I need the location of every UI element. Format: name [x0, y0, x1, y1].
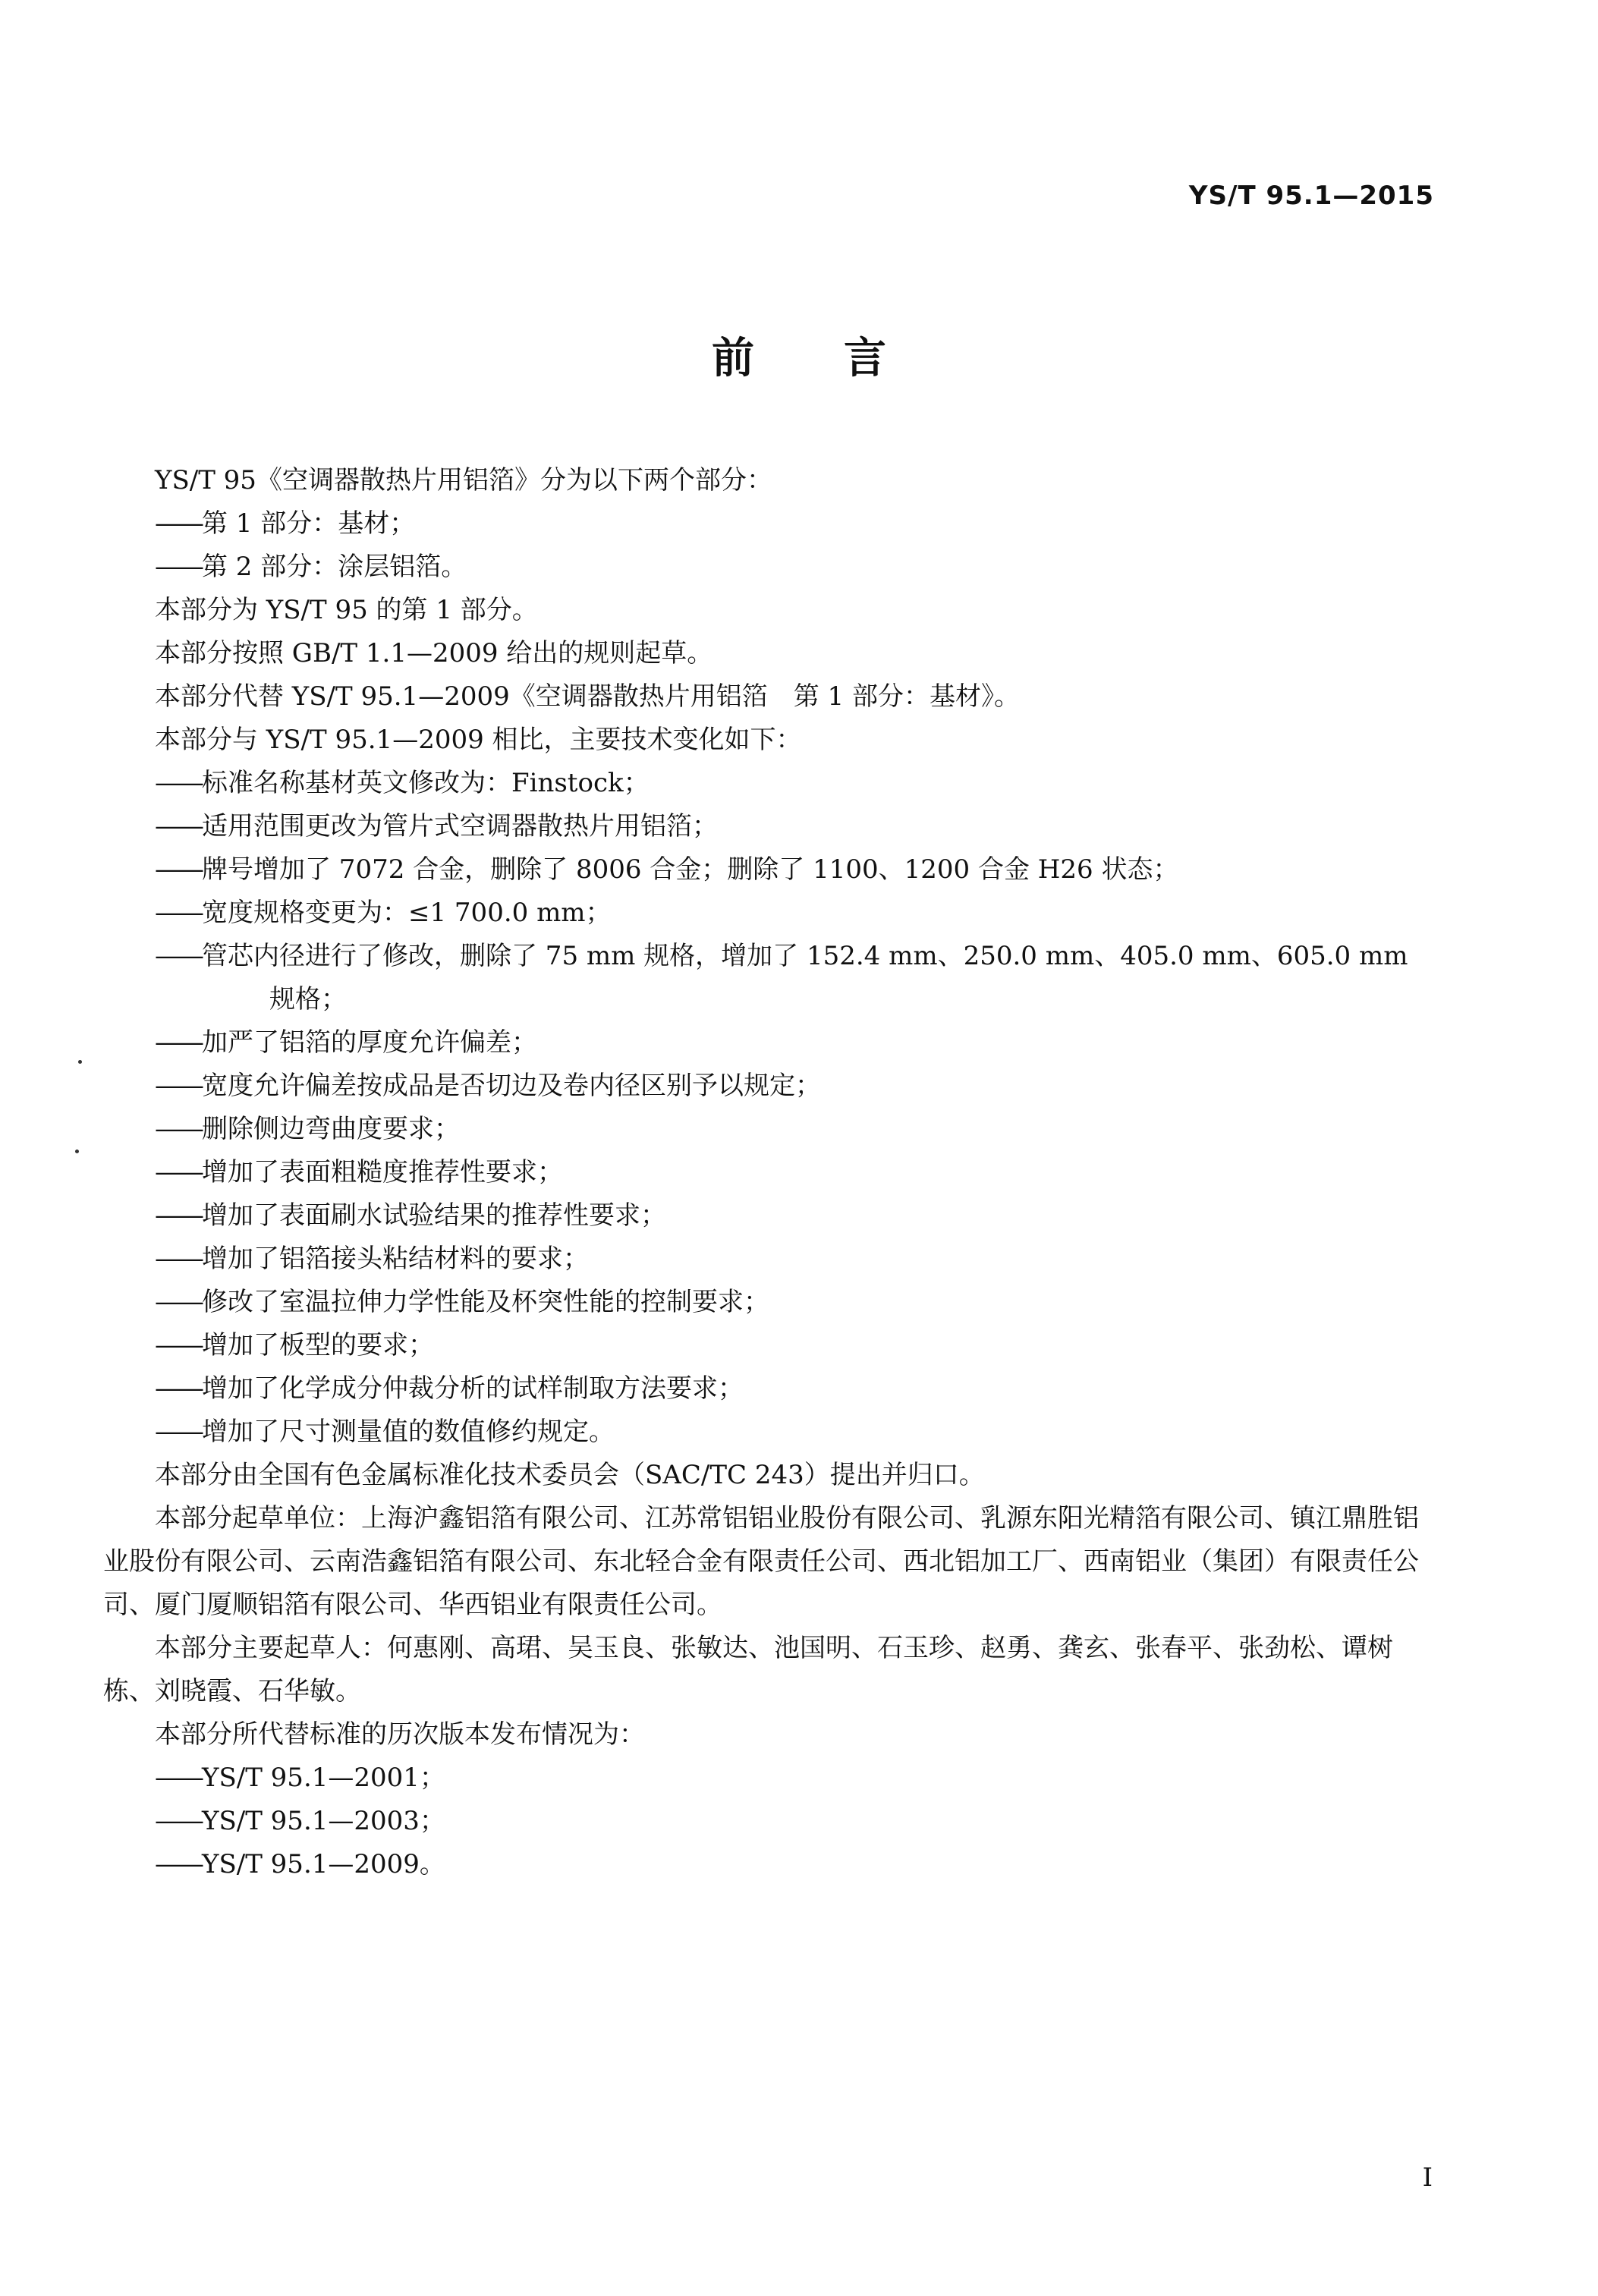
list-item: ——第 2 部分：涂层铝箔。	[155, 552, 467, 582]
list-item: ——第 1 部分：基材；	[155, 508, 416, 539]
list-item: ——YS/T 95.1—2001；	[155, 1763, 445, 1793]
page-title: 前言	[712, 334, 976, 383]
list-item: ——宽度规格变更为：≤1 700.0 mm；	[155, 898, 612, 928]
change-item: 管芯内径进行了修改，删除了 75 mm 规格，增加了 152.4 mm、250.0 mm、405.0 mm、605.0 mm	[202, 941, 1408, 971]
page-number: I	[1422, 2162, 1433, 2193]
list-item: ——YS/T 95.1—2009。	[155, 1849, 445, 1879]
change-item: 增加了尺寸测量值的数值修约规定。	[202, 1417, 615, 1447]
list-item: ——牌号增加了 7072 合金，删除了 8006 合金；删除了 1100、1200 合金 H26 状态；	[155, 854, 1179, 885]
change-item: 增加了铝箔接头粘结材料的要求；	[202, 1244, 589, 1274]
list-item: ——增加了铝箔接头粘结材料的要求；	[155, 1244, 589, 1274]
part-2: 第 2 部分：涂层铝箔。	[202, 552, 467, 582]
changes-paragraph: 本部分与 YS/T 95.1—2009 相比，主要技术变化如下：	[155, 725, 802, 755]
list-item: ——管芯内径进行了修改，删除了 75 mm 规格，增加了 152.4 mm、250.0 mm、405.0 mm、605.0 mm	[155, 941, 1408, 971]
list-item: ——加严了铝箔的厚度允许偏差；	[155, 1027, 537, 1058]
change-item: 适用范围更改为管片式空调器散热片用铝箔；	[202, 811, 718, 841]
standard-code: YS/T 95.1—2015	[1188, 181, 1434, 211]
list-item: ——标准名称基材英文修改为：Finstock；	[155, 768, 650, 798]
list-item: ——适用范围更改为管片式空调器散热片用铝箔；	[155, 811, 718, 841]
change-item: 牌号增加了 7072 合金，删除了 8006 合金；删除了 1100、1200 合金 H26 状态；	[202, 854, 1179, 885]
scan-speck	[78, 1060, 82, 1064]
part-1: 第 1 部分：基材；	[202, 508, 416, 539]
change-item: 增加了表面刷水试验结果的推荐性要求；	[202, 1200, 666, 1231]
list-item: ——修改了室温拉伸力学性能及杯突性能的控制要求；	[155, 1287, 769, 1317]
list-item: ——YS/T 95.1—2003；	[155, 1806, 445, 1836]
list-item: ——宽度允许偏差按成品是否切边及卷内径区别予以规定；	[155, 1071, 821, 1101]
document-body	[103, 459, 1434, 1886]
change-item: 删除侧边弯曲度要求；	[202, 1114, 460, 1144]
list-item: ——增加了化学成分仲裁分析的试样制取方法要求；	[155, 1373, 744, 1404]
change-item: 增加了板型的要求；	[202, 1330, 434, 1360]
list-item: ——增加了表面粗糙度推荐性要求；	[155, 1157, 563, 1187]
history-item: YS/T 95.1—2001；	[202, 1763, 445, 1793]
scan-speck	[75, 1150, 79, 1153]
change-item: 宽度规格变更为：≤1 700.0 mm；	[202, 898, 612, 928]
change-item-continuation: 规格；	[269, 984, 347, 1014]
change-item: 标准名称基材英文修改为：Finstock；	[202, 768, 650, 798]
replace-paragraph: 本部分代替 YS/T 95.1—2009《空调器散热片用铝箔 第 1 部分：基材》。	[155, 681, 1020, 712]
change-item: 增加了化学成分仲裁分析的试样制取方法要求；	[202, 1373, 744, 1404]
change-item: 加严了铝箔的厚度允许偏差；	[202, 1027, 537, 1058]
history-item: YS/T 95.1—2009。	[202, 1849, 445, 1879]
list-item: ——删除侧边弯曲度要求；	[155, 1114, 460, 1144]
change-item: 修改了室温拉伸力学性能及杯突性能的控制要求；	[202, 1287, 769, 1317]
history-paragraph: 本部分所代替标准的历次版本发布情况为：	[155, 1719, 645, 1750]
intro-paragraph: YS/T 95《空调器散热片用铝箔》分为以下两个部分：	[155, 465, 772, 495]
history-item: YS/T 95.1—2003；	[202, 1806, 445, 1836]
part-paragraph: 本部分为 YS/T 95 的第 1 部分。	[155, 595, 538, 625]
list-item: ——增加了板型的要求；	[155, 1330, 434, 1360]
drafters-paragraph: 本部分主要起草人：何惠刚、高珺、吴玉良、张敏达、池国明、石玉珍、赵勇、龚玄、张春平、张劲松、谭树栋、刘晓霞、石华敏。	[103, 1633, 1393, 1706]
drafting-units-paragraph: 本部分起草单位：上海沪鑫铝箔有限公司、江苏常铝铝业股份有限公司、乳源东阳光精箔有限公司、镇江鼎胜铝业股份有限公司、云南浩鑫铝箔有限公司、东北轻合金有限责任公司、西北铝加工厂、西南铝业（集团）有限责任公司、厦门厦顺铝箔有限公司、华西铝业有限责任公司。	[103, 1503, 1419, 1620]
rules-paragraph: 本部分按照 GB/T 1.1—2009 给出的规则起草。	[155, 638, 713, 668]
list-item: ——增加了尺寸测量值的数值修约规定。	[155, 1417, 615, 1447]
proposed-paragraph: 本部分由全国有色金属标准化技术委员会（SAC/TC 243）提出并归口。	[155, 1460, 985, 1490]
change-item: 增加了表面粗糙度推荐性要求；	[202, 1157, 563, 1187]
change-item: 宽度允许偏差按成品是否切边及卷内径区别予以规定；	[202, 1071, 821, 1101]
list-item: ——增加了表面刷水试验结果的推荐性要求；	[155, 1200, 666, 1231]
